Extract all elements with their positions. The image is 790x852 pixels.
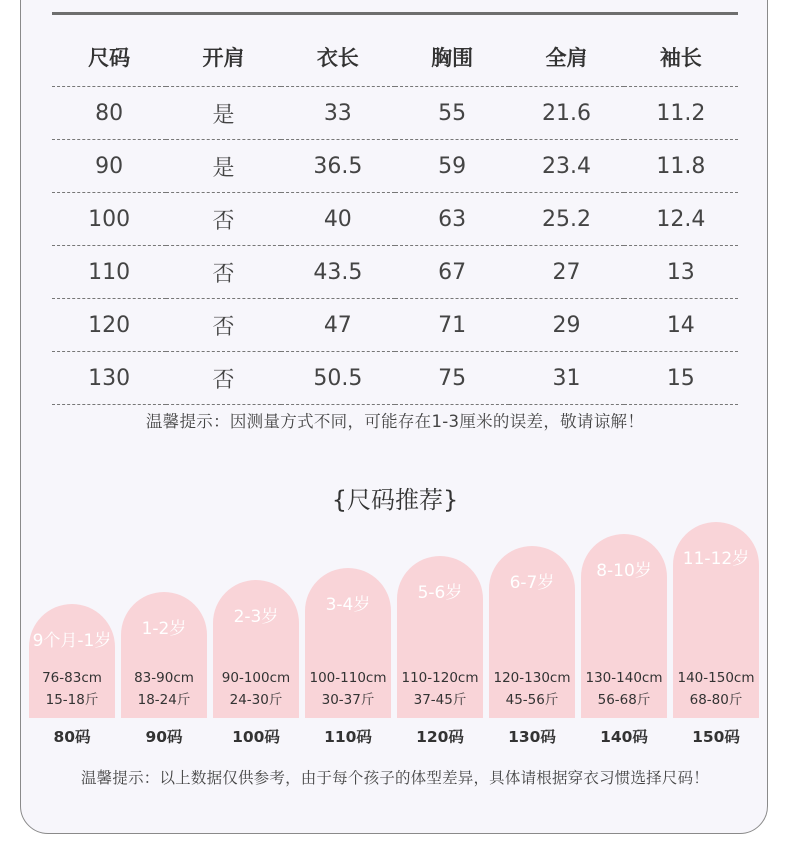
height-range-label: 83-90cm — [134, 670, 194, 686]
table-cell: 43.5 — [281, 246, 395, 299]
table-cell: 36.5 — [281, 140, 395, 193]
table-cell: 27 — [509, 246, 623, 299]
recommend-bar-90 — [121, 592, 207, 718]
size-label: 100码 — [232, 728, 280, 746]
weight-range-label: 37-45斤 — [413, 692, 467, 708]
table-cell: 75 — [395, 352, 509, 405]
header-length: 衣长 — [281, 28, 395, 87]
table-cell: 25.2 — [509, 193, 623, 246]
weight-range-label: 15-18斤 — [45, 692, 99, 708]
recommend-title: {尺码推荐} — [331, 486, 459, 514]
table-cell: 21.6 — [509, 87, 623, 140]
table-cell: 110 — [52, 246, 166, 299]
weight-range-label: 24-30斤 — [229, 692, 283, 708]
table-cell: 31 — [509, 352, 623, 405]
age-range-label: 5-6岁 — [417, 583, 463, 603]
recommend-bar-140 — [581, 534, 667, 718]
table-cell: 40 — [281, 193, 395, 246]
table-cell: 是 — [166, 87, 280, 140]
table-cell: 120 — [52, 299, 166, 352]
weight-range-label: 30-37斤 — [321, 692, 375, 708]
size-label: 80码 — [53, 728, 91, 746]
table-cell: 否 — [166, 246, 280, 299]
age-range-label: 9个月-1岁 — [32, 631, 112, 651]
table-cell: 130 — [52, 352, 166, 405]
table-cell: 80 — [52, 87, 166, 140]
weight-range-label: 68-80斤 — [689, 692, 743, 708]
recommend-bar-100 — [213, 580, 299, 718]
header-size: 尺码 — [52, 28, 166, 87]
header-shoulder: 全肩 — [509, 28, 623, 87]
height-range-label: 90-100cm — [221, 670, 291, 686]
table-cell: 33 — [281, 87, 395, 140]
reference-note: 温馨提示：以上数据仅供参考，由于每个孩子的体型差异，具体请根据穿衣习惯选择尺码！ — [80, 769, 709, 787]
table-cell: 是 — [166, 140, 280, 193]
table-cell: 63 — [395, 193, 509, 246]
table-cell: 12.4 — [624, 193, 738, 246]
recommend-bar-150 — [673, 522, 759, 718]
table-cell: 14 — [624, 299, 738, 352]
table-cell: 59 — [395, 140, 509, 193]
recommend-bar-110 — [305, 568, 391, 718]
header-sleeve: 袖长 — [624, 28, 738, 87]
height-range-label: 140-150cm — [677, 670, 755, 686]
weight-range-label: 45-56斤 — [505, 692, 559, 708]
table-cell: 否 — [166, 352, 280, 405]
age-range-label: 6-7岁 — [509, 573, 555, 593]
table-cell: 90 — [52, 140, 166, 193]
table-cell: 67 — [395, 246, 509, 299]
table-cell: 否 — [166, 193, 280, 246]
table-cell: 11.2 — [624, 87, 738, 140]
age-range-label: 3-4岁 — [325, 595, 371, 615]
age-range-label: 1-2岁 — [141, 619, 187, 639]
weight-range-label: 56-68斤 — [597, 692, 651, 708]
table-cell: 23.4 — [509, 140, 623, 193]
size-label: 140码 — [600, 728, 648, 746]
table-cell: 29 — [509, 299, 623, 352]
height-range-label: 100-110cm — [309, 670, 387, 686]
height-range-label: 76-83cm — [42, 670, 102, 686]
header-chest: 胸围 — [395, 28, 509, 87]
height-range-label: 120-130cm — [493, 670, 571, 686]
weight-range-label: 18-24斤 — [137, 692, 191, 708]
size-label: 150码 — [692, 728, 740, 746]
measurement-note: 温馨提示：因测量方式不同，可能存在1-3厘米的误差，敬请谅解！ — [145, 412, 645, 431]
recommend-bar-80 — [29, 604, 115, 718]
age-range-label: 11-12岁 — [682, 549, 750, 569]
size-label: 120码 — [416, 728, 464, 746]
table-cell: 否 — [166, 299, 280, 352]
height-range-label: 130-140cm — [585, 670, 663, 686]
size-label: 110码 — [324, 728, 372, 746]
age-range-label: 2-3岁 — [233, 607, 279, 627]
table-cell: 47 — [281, 299, 395, 352]
table-cell: 13 — [624, 246, 738, 299]
size-label: 90码 — [145, 728, 183, 746]
table-cell: 55 — [395, 87, 509, 140]
header-shoulder-open: 开肩 — [166, 28, 280, 87]
age-range-label: 8-10岁 — [596, 561, 652, 581]
table-cell: 11.8 — [624, 140, 738, 193]
height-range-label: 110-120cm — [401, 670, 479, 686]
table-cell: 50.5 — [281, 352, 395, 405]
table-cell: 15 — [624, 352, 738, 405]
table-cell: 100 — [52, 193, 166, 246]
size-label: 130码 — [508, 728, 556, 746]
recommend-bar-120 — [397, 556, 483, 718]
table-cell: 71 — [395, 299, 509, 352]
recommend-bar-130 — [489, 546, 575, 718]
